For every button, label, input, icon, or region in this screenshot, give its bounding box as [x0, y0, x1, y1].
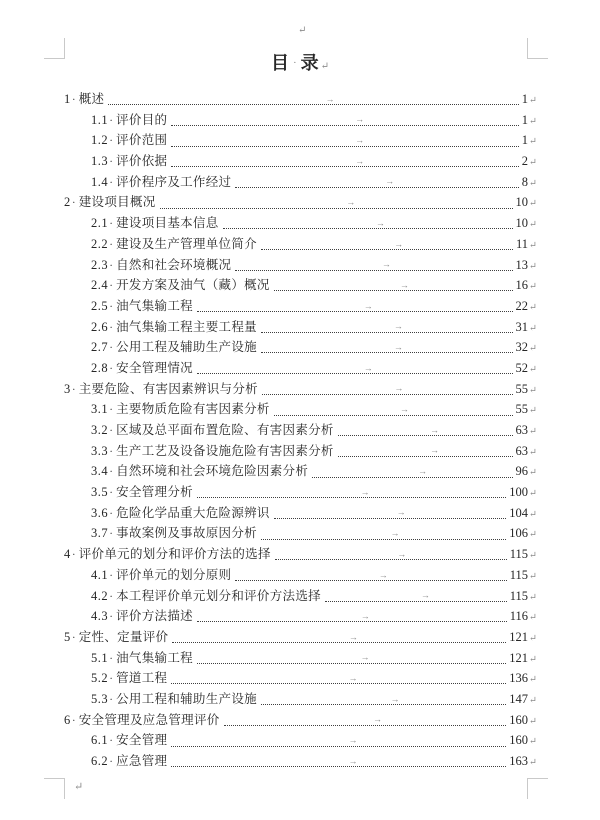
- toc-entry[interactable]: [64, 399, 537, 420]
- toc-entry-number: 1.4: [91, 174, 109, 189]
- tab-arrow-icon: →: [372, 714, 382, 725]
- toc-entry[interactable]: [64, 565, 537, 586]
- dot-leader: [272, 399, 514, 420]
- dot-leader: [323, 586, 508, 607]
- tab-arrow-icon: →: [417, 466, 427, 477]
- space-mark-icon: ·: [109, 298, 114, 313]
- dot-leader: [195, 606, 508, 627]
- toc-entry-number: 3.6: [91, 505, 109, 520]
- space-mark-icon: ·: [109, 133, 114, 148]
- toc-entry-page: 63: [515, 423, 529, 437]
- toc-entry-page: 160: [509, 712, 529, 727]
- toc-entry-label: 安全管理分析: [116, 485, 193, 500]
- toc-entry[interactable]: [64, 544, 537, 565]
- toc-entry-number: 2.2: [91, 236, 109, 251]
- toc-entry-page: 32: [515, 340, 529, 355]
- toc-entry[interactable]: [64, 151, 537, 172]
- tab-arrow-icon: →: [360, 486, 370, 497]
- toc-entry-number: 2.7: [91, 340, 109, 355]
- dot-leader: [158, 192, 514, 213]
- toc-entry-number: 5.3: [91, 691, 109, 706]
- toc-entry-page: 63: [515, 443, 529, 458]
- toc-entry-number: 1: [64, 92, 71, 106]
- space-mark-icon: ·: [71, 195, 76, 210]
- toc-entry-page: 115: [509, 567, 529, 582]
- toc-entry-page: 52: [515, 360, 529, 375]
- space-mark-icon: ·: [109, 216, 114, 231]
- dot-leader: [259, 234, 514, 255]
- space-mark-icon: ·: [109, 733, 114, 748]
- return-mark-icon: ↵: [529, 199, 537, 210]
- toc-entry-number: 6: [64, 712, 71, 727]
- tab-arrow-icon: →: [360, 652, 370, 663]
- toc-entry[interactable]: [64, 358, 537, 379]
- toc-entry-page: 31: [515, 319, 529, 334]
- toc-entry-page: 13: [515, 257, 529, 272]
- return-mark-icon: ↵: [529, 116, 537, 127]
- toc-entry-number: 4.2: [91, 588, 109, 603]
- toc-entry[interactable]: [64, 627, 537, 648]
- dot-leader: [259, 337, 514, 358]
- space-mark-icon: ·: [109, 505, 114, 520]
- space-mark-icon: ·: [109, 526, 114, 541]
- toc-entry[interactable]: [64, 751, 537, 772]
- dot-leader: [233, 172, 519, 193]
- toc-entry-page: 1: [521, 112, 529, 127]
- toc-entry-page: 104: [509, 505, 529, 520]
- tab-arrow-icon: →: [390, 528, 400, 539]
- return-mark-icon: ↵: [529, 509, 537, 520]
- return-mark-icon: ↵: [529, 158, 537, 169]
- tab-arrow-icon: →: [396, 507, 406, 518]
- return-mark-icon: ↵: [529, 261, 537, 272]
- tab-arrow-icon: →: [348, 631, 358, 642]
- toc-entry-label: 危险化学品重大危险源辨识: [116, 505, 270, 520]
- toc-entry-label: 自然环境和社会环境危险因素分析: [116, 464, 309, 479]
- toc-entry-number: 6.1: [91, 733, 109, 748]
- return-mark-icon: ↵: [529, 137, 537, 148]
- toc-entry-page: 136: [509, 671, 529, 686]
- toc-entry-number: 4.1: [91, 567, 109, 582]
- tab-arrow-icon: →: [355, 135, 365, 146]
- tab-arrow-icon: →: [394, 383, 404, 394]
- toc-entry-number: 3.3: [91, 443, 109, 458]
- space-mark-icon: ·: [109, 650, 114, 665]
- dot-leader: [169, 730, 507, 751]
- toc-entry-number: 4: [64, 547, 71, 562]
- return-mark-icon: ↵: [529, 178, 537, 189]
- dot-leader: [170, 627, 507, 648]
- toc-entry-number: 3.7: [91, 526, 109, 541]
- toc-entry-page: 96: [515, 464, 529, 479]
- table-of-contents: [64, 89, 537, 772]
- toc-entry-label: 概述: [78, 92, 105, 106]
- tab-arrow-icon: →: [394, 238, 404, 249]
- space-mark-icon: ·: [109, 340, 114, 355]
- toc-entry[interactable]: [64, 586, 537, 607]
- return-mark-icon: ↵: [529, 447, 537, 458]
- dot-leader: [169, 130, 519, 151]
- return-mark-icon: ↵: [529, 240, 537, 251]
- toc-entry-page: 1: [521, 133, 529, 148]
- toc-entry-label: 建设及生产管理单位简介: [116, 236, 257, 251]
- space-mark-icon: ·: [109, 567, 114, 582]
- dot-leader: [195, 648, 507, 669]
- toc-entry-number: 3: [64, 381, 71, 396]
- toc-entry-page: 16: [515, 278, 529, 293]
- tab-arrow-icon: →: [429, 424, 439, 435]
- dot-leader: [222, 710, 508, 731]
- page-title-char: 目: [270, 53, 290, 73]
- tab-arrow-icon: →: [390, 693, 400, 704]
- return-mark-icon: ↵: [529, 551, 537, 562]
- toc-entry[interactable]: [64, 172, 537, 193]
- return-mark-icon: ↵: [529, 695, 537, 706]
- toc-entry-page: 1: [521, 92, 529, 106]
- toc-entry-number: 3.2: [91, 423, 109, 437]
- toc-entry[interactable]: [64, 523, 537, 544]
- tab-arrow-icon: →: [346, 197, 356, 208]
- toc-entry[interactable]: [64, 648, 537, 669]
- toc-entry-number: 1.2: [91, 133, 109, 148]
- toc-entry-number: 3.1: [91, 402, 109, 417]
- toc-entry-label: 评价方法描述: [116, 609, 193, 624]
- toc-entry-number: 1.1: [91, 112, 109, 127]
- space-mark-icon: ·: [71, 381, 76, 396]
- space-mark-icon: ·: [109, 443, 114, 458]
- space-mark-icon: ·: [109, 278, 114, 293]
- toc-entry-page: 115: [509, 547, 529, 562]
- toc-entry[interactable]: [64, 689, 537, 710]
- tab-arrow-icon: →: [385, 176, 395, 187]
- tab-arrow-icon: →: [393, 321, 403, 332]
- toc-entry-number: 2.6: [91, 319, 109, 334]
- toc-entry[interactable]: [64, 130, 537, 151]
- toc-entry-label: 定性、定量评价: [78, 629, 169, 644]
- toc-entry-label: 评价依据: [116, 154, 168, 169]
- return-mark-icon: ↵: [320, 61, 330, 72]
- toc-entry-number: 2.1: [91, 216, 109, 231]
- dot-leader: [233, 255, 513, 276]
- toc-entry-page: 147: [509, 691, 529, 706]
- return-mark-icon: ↵: [529, 427, 537, 437]
- space-mark-icon: ·: [109, 588, 114, 603]
- tab-arrow-icon: →: [348, 672, 358, 683]
- return-mark-icon: ↵: [529, 716, 537, 727]
- toc-entry-label: 安全管理情况: [116, 360, 193, 375]
- toc-entry[interactable]: [64, 461, 537, 482]
- space-mark-icon: ·: [109, 319, 114, 334]
- dot-leader: [106, 89, 519, 110]
- toc-entry-label: 建设项目概况: [78, 195, 156, 210]
- return-mark-icon: ↵: [74, 781, 84, 793]
- toc-entry-page: 121: [509, 650, 529, 665]
- toc-entry-number: 1.3: [91, 154, 109, 169]
- toc-entry-label: 油气集输工程主要工程量: [116, 319, 257, 334]
- return-mark-icon: ↵: [529, 654, 537, 665]
- tab-arrow-icon: →: [399, 404, 409, 414]
- toc-entry[interactable]: [64, 89, 537, 110]
- return-mark-icon: ↵: [529, 489, 537, 500]
- tab-arrow-icon: →: [348, 755, 358, 766]
- toc-entry-page: 8: [521, 174, 529, 189]
- toc-entry-page: 115: [509, 588, 529, 603]
- toc-entry-page: 10: [515, 195, 529, 210]
- toc-entry-number: 2.3: [91, 257, 109, 272]
- toc-entry[interactable]: [64, 668, 537, 689]
- toc-entry-page: 10: [515, 216, 529, 231]
- space-mark-icon: ·: [71, 547, 76, 562]
- toc-entry-page: 121: [509, 629, 529, 644]
- tab-arrow-icon: →: [378, 569, 388, 580]
- return-mark-icon: ↵: [529, 592, 537, 603]
- toc-entry[interactable]: [64, 379, 537, 400]
- toc-entry-label: 主要物质危险有害因素分析: [116, 402, 270, 417]
- dot-leader: [259, 523, 507, 544]
- toc-entry[interactable]: [64, 317, 537, 338]
- tab-arrow-icon: →: [393, 341, 403, 352]
- dot-leader: [233, 565, 507, 586]
- tab-arrow-icon: →: [325, 93, 335, 104]
- dot-leader: [195, 358, 514, 379]
- toc-entry[interactable]: [64, 441, 537, 462]
- return-mark-icon: ↵: [529, 364, 537, 375]
- toc-entry-label: 区域及总平面布置危险、有害因素分析: [116, 423, 334, 437]
- toc-entry-page: 163: [509, 754, 529, 768]
- toc-entry[interactable]: [64, 710, 537, 731]
- dot-leader: [259, 689, 507, 710]
- return-mark-icon: ↵: [529, 406, 537, 417]
- toc-entry-label: 油气集输工程: [116, 650, 193, 665]
- dot-leader: [221, 213, 514, 234]
- tab-arrow-icon: →: [397, 548, 407, 559]
- space-mark-icon: ·: [109, 754, 114, 768]
- toc-entry[interactable]: [64, 296, 537, 317]
- return-mark-icon: ↵: [529, 323, 537, 334]
- dot-leader: [259, 317, 514, 338]
- toc-entry-label: 评价单元的划分原则: [116, 567, 232, 582]
- tab-arrow-icon: →: [381, 259, 391, 270]
- toc-entry-page: 11: [515, 236, 529, 251]
- toc-entry-label: 评价单元的划分和评价方法的选择: [78, 547, 271, 562]
- toc-entry-number: 3.5: [91, 485, 109, 500]
- toc-entry[interactable]: [64, 213, 537, 234]
- space-mark-icon: ·: [109, 671, 114, 686]
- dot-leader: [336, 420, 514, 441]
- toc-entry[interactable]: [64, 337, 537, 358]
- toc-entry[interactable]: [64, 503, 537, 524]
- space-mark-icon: ·: [71, 92, 76, 106]
- toc-entry-label: 安全管理及应急管理评价: [78, 712, 220, 727]
- toc-entry-label: 安全管理: [116, 733, 168, 748]
- toc-entry-label: 公用工程及辅助生产设施: [116, 340, 257, 355]
- space-mark-icon: ·: [109, 360, 114, 375]
- dot-leader: [169, 151, 519, 172]
- space-mark-icon: ·: [71, 629, 76, 644]
- dot-leader: [195, 482, 507, 503]
- toc-entry[interactable]: [64, 606, 537, 627]
- space-mark-icon: ·: [71, 712, 76, 727]
- toc-entry-label: 事故案例及事故原因分析: [116, 526, 257, 541]
- space-mark-icon: ·: [109, 174, 114, 189]
- toc-entry-number: 5.2: [91, 671, 109, 686]
- toc-entry-label: 管道工程: [116, 671, 168, 686]
- dot-leader: [169, 751, 507, 772]
- toc-entry-label: 主要危险、有害因素辨识与分析: [78, 381, 258, 396]
- dot-leader: [272, 275, 514, 296]
- tab-arrow-icon: →: [355, 155, 365, 166]
- toc-entry-label: 建设项目基本信息: [116, 216, 219, 231]
- toc-entry-page: 116: [509, 609, 529, 624]
- dot-leader: [336, 441, 514, 462]
- tab-arrow-icon: →: [360, 610, 370, 621]
- toc-entry-page: 55: [515, 381, 529, 396]
- space-mark-icon: ·: [109, 423, 114, 437]
- return-mark-icon: ↵: [529, 302, 537, 313]
- toc-entry-label: 评价程序及工作经过: [116, 174, 232, 189]
- toc-entry[interactable]: [64, 275, 537, 296]
- return-mark-icon: ↵: [529, 220, 537, 231]
- return-mark-icon: ↵: [529, 571, 537, 582]
- toc-entry-number: 5.1: [91, 650, 109, 665]
- tab-arrow-icon: →: [399, 279, 409, 290]
- toc-entry[interactable]: [64, 234, 537, 255]
- dot-leader: [310, 461, 513, 482]
- return-mark-icon: ↵: [529, 385, 537, 396]
- space-mark-icon: ·: [109, 257, 114, 272]
- tab-arrow-icon: →: [375, 217, 385, 228]
- space-mark-icon: ·: [109, 609, 114, 624]
- tab-arrow-icon: →: [355, 114, 365, 125]
- space-mark-icon: ·: [109, 236, 114, 251]
- space-mark-icon: ·: [109, 154, 114, 169]
- return-mark-icon: ↵: [529, 613, 537, 624]
- toc-entry[interactable]: [64, 255, 537, 276]
- space-mark-icon: ·: [109, 402, 114, 417]
- space-mark-icon: ·: [109, 691, 114, 706]
- tab-arrow-icon: →: [420, 590, 430, 601]
- space-mark-icon: ·: [109, 485, 114, 500]
- return-mark-icon: ↵: [529, 633, 537, 644]
- return-mark-icon: ↵: [529, 96, 537, 106]
- toc-entry-label: 评价目的: [116, 112, 168, 127]
- toc-entry-label: 生产工艺及设备设施危险有害因素分析: [116, 443, 334, 458]
- dot-leader: [195, 296, 514, 317]
- toc-entry-number: 6.2: [91, 754, 109, 768]
- toc-entry-number: 2.4: [91, 278, 109, 293]
- dot-leader: [272, 503, 508, 524]
- space-mark-icon: ·: [109, 112, 114, 127]
- toc-entry-page: 55: [515, 402, 529, 417]
- crop-mark-bottom-right-icon: [527, 778, 548, 799]
- tab-arrow-icon: →: [363, 362, 373, 373]
- toc-entry[interactable]: [64, 482, 537, 503]
- toc-entry-label: 评价范围: [116, 133, 168, 148]
- page-title: [0, 49, 600, 75]
- toc-entry-label: 自然和社会环境概况: [116, 257, 232, 272]
- toc-entry[interactable]: [64, 420, 537, 441]
- toc-entry-page: 2: [521, 154, 529, 169]
- page-title-char: 录: [300, 53, 320, 73]
- toc-entry-number: 2.5: [91, 298, 109, 313]
- return-mark-icon: ↵: [529, 282, 537, 293]
- toc-entry-number: 2.8: [91, 360, 109, 375]
- tab-arrow-icon: →: [348, 735, 358, 745]
- toc-entry[interactable]: [64, 730, 537, 751]
- toc-entry-label: 本工程评价单元划分和评价方法选择: [116, 588, 321, 603]
- toc-entry-label: 油气集输工程: [116, 298, 193, 313]
- return-mark-icon: ↵: [529, 758, 537, 768]
- toc-entry-page: 100: [509, 485, 529, 500]
- return-mark-icon: ↵: [529, 675, 537, 686]
- return-mark-icon: ↵: [529, 737, 537, 748]
- toc-entry-number: 4.3: [91, 609, 109, 624]
- toc-entry[interactable]: [64, 192, 537, 213]
- return-mark-icon: ↵: [298, 25, 307, 36]
- space-mark-icon: ·: [292, 57, 298, 69]
- toc-entry-page: 106: [509, 526, 529, 541]
- toc-entry-label: 应急管理: [116, 754, 168, 768]
- tab-arrow-icon: →: [363, 300, 373, 311]
- toc-entry-label: 开发方案及油气（藏）概况: [116, 278, 270, 293]
- toc-entry-number: 5: [64, 629, 71, 644]
- dot-leader: [273, 544, 508, 565]
- dot-leader: [260, 379, 514, 400]
- tab-arrow-icon: →: [429, 445, 439, 456]
- toc-entry-number: 3.4: [91, 464, 109, 479]
- return-mark-icon: ↵: [529, 344, 537, 355]
- crop-mark-bottom-left-icon: [44, 778, 65, 799]
- toc-entry-label: 公用工程和辅助生产设施: [116, 691, 257, 706]
- dot-leader: [169, 668, 507, 689]
- return-mark-icon: ↵: [529, 530, 537, 541]
- toc-entry[interactable]: [64, 110, 537, 131]
- toc-entry-page: 22: [515, 298, 529, 313]
- space-mark-icon: ·: [109, 464, 114, 479]
- toc-entry-number: 2: [64, 195, 71, 210]
- toc-entry-page: 160: [509, 733, 529, 748]
- dot-leader: [169, 110, 519, 131]
- return-mark-icon: ↵: [529, 468, 537, 479]
